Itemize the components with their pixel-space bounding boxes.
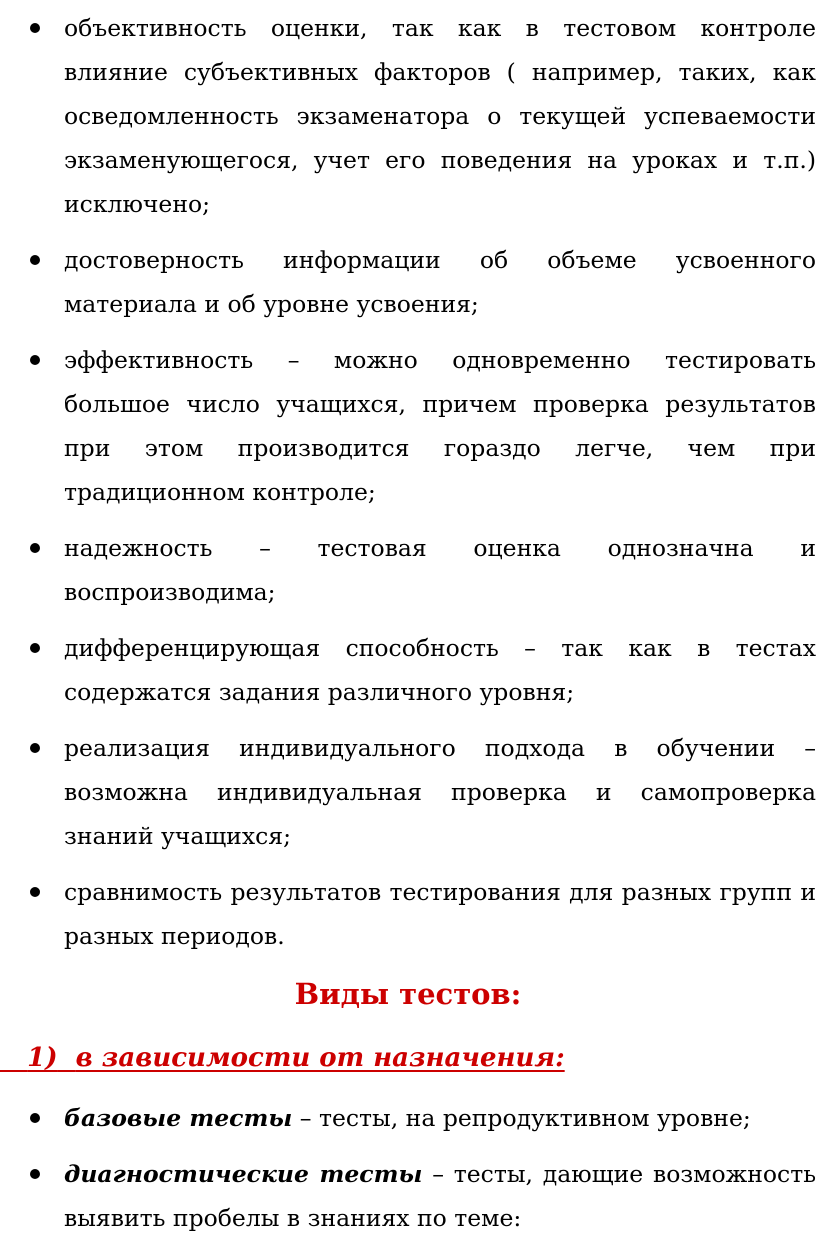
bullet-icon bbox=[30, 743, 40, 753]
list-item-text: эффективность – можно одновременно тестировать большое число учащихся, причем проверка результатов при этом производится гораздо легче, чем при традиционном контроле; bbox=[64, 346, 816, 506]
subsection-heading bbox=[0, 1036, 565, 1080]
bullet-icon bbox=[30, 355, 40, 365]
bullet-icon bbox=[30, 887, 40, 897]
test-type-desc: – тесты, на репродуктивном уровне; bbox=[292, 1104, 751, 1132]
test-type-term: диагностические тесты bbox=[64, 1160, 423, 1188]
section-title: Виды тестов: bbox=[294, 977, 522, 1011]
bullet-icon bbox=[30, 23, 40, 33]
bullet-icon bbox=[30, 643, 40, 653]
subsection-number: 1) bbox=[27, 1043, 58, 1073]
list-item-text: дифференцирующая способность – так как в тестах содержатся задания различного уровня; bbox=[64, 634, 816, 706]
list-item-text: достоверность информации об объеме усвоенного материала и об уровне усвоения; bbox=[64, 246, 816, 318]
list-item-text: надежность – тестовая оценка однозначна и воспроизводима; bbox=[64, 534, 816, 606]
list-item-text bbox=[64, 1152, 816, 1240]
subsection-underline bbox=[0, 1043, 565, 1073]
list-item-text: сравнимость результатов тестирования для разных групп и разных периодов. bbox=[64, 878, 816, 950]
bullet-icon bbox=[30, 543, 40, 553]
bullet-icon bbox=[30, 1113, 40, 1123]
bullet-icon bbox=[30, 1169, 40, 1179]
list-item-text: объективность оценки, так как в тестовом контроле влияние субъективных факторов ( например, таких, как осведомленность экзаменатора о текущей успеваемости экзаменующегося, учет его поведения на уроках и т.п.) исключено; bbox=[64, 14, 816, 218]
test-type-term: базовые тесты bbox=[64, 1104, 293, 1132]
subsection-title: в зависимости от назначения: bbox=[75, 1043, 565, 1073]
test-type-desc: – тесты, дающие возможность выявить пробелы в знаниях по теме: bbox=[64, 1160, 816, 1232]
list-item-text: реализация индивидуального подхода в обучении – возможна индивидуальная проверка и самопроверка знаний учащихся; bbox=[64, 734, 816, 850]
bullet-icon bbox=[30, 255, 40, 265]
list-item-text bbox=[64, 1096, 816, 1140]
